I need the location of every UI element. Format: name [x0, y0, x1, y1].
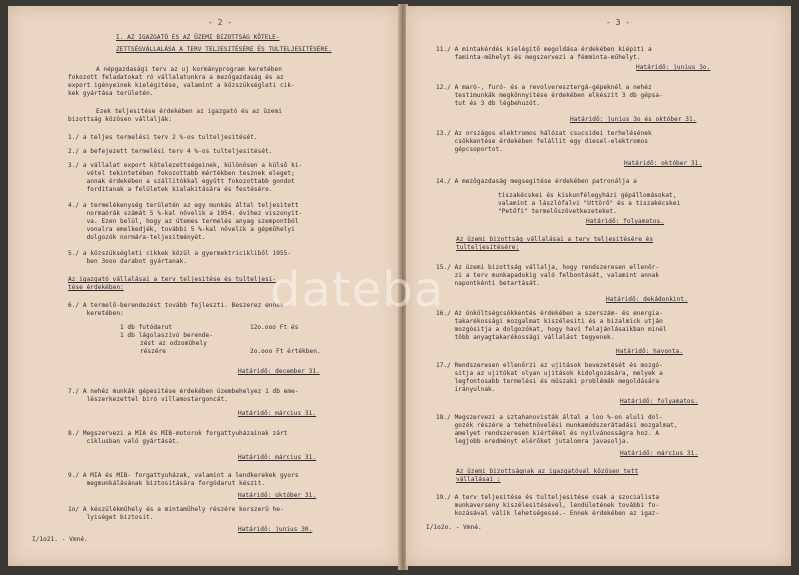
deadline: Határidő: március 31.	[238, 454, 317, 461]
item-17: 17./ Rendszeresen ellenőrzi az ujitások bevezetését és mozgó-	[436, 362, 663, 369]
sub-heading: Az üzemi bizottság vállalásai a terv teljesitésére és	[456, 236, 654, 243]
intro-line: fokozott feladatokat ró vállalatunkra a mezőgazdaság és az	[68, 74, 284, 81]
item-13: csökkentése érdekében felállit egy diesel-elektromos	[436, 138, 648, 145]
item-4: 4./ a termelékenység területén az egy munkás által teljesitett	[68, 202, 299, 209]
heading-line-2: ZETTSÉGVÁLLALÁSA A TERV TELJESITÉSÉRE ÉS TULTELJESITÉSÉRE.	[116, 46, 332, 53]
deadline: Határidő: október 31.	[238, 492, 317, 499]
page-number: - 2 -	[208, 18, 233, 27]
item-6-row: 1 db lágolaszivó berende-	[120, 332, 213, 339]
item-18: amelyet rendszeresen kiértékel és nyilvánosságra hoz. A	[436, 430, 660, 437]
intro-line: export igényeinek kielégitése, valamint a közszükségleti cik-	[68, 82, 295, 89]
deadline: Határidő: március 31.	[620, 450, 699, 457]
item-1: 1./ a teljes termelési terv 2 %-os tulteljesitését.	[68, 134, 258, 141]
deadline: Határidő: junius 3o.	[636, 64, 711, 71]
item-2: 2./ a befejezett termelési terv 4 %-os tulteljesitését.	[68, 148, 273, 155]
item-8: 8./ Megszervezi a MIA és MIB-motorok forgattyuházainak zárt	[68, 430, 288, 437]
intro2-line: bizottság közösen vállalják:	[68, 116, 173, 123]
item-6-row: 1 db futódarut	[120, 324, 173, 331]
sub-heading: tése érdekében:	[68, 284, 124, 291]
item-16: több anyagtakarékossági vállalást tegyenek.	[436, 334, 615, 341]
sub-heading: tulteljesitésére:	[456, 244, 520, 251]
footer-ref: I/1o21. - Vmné.	[32, 536, 88, 543]
item-5: ben 3ooo darabot gyártanak.	[68, 258, 187, 265]
item-14-center: valamint a lászlófalvi "Uttörő" és a tiszakécskei	[498, 200, 681, 207]
page-number: - 3 -	[606, 18, 631, 27]
item-4: va. Ezen belül, hogy az ütemes termelés anyag szempontból	[68, 218, 299, 225]
item-13: 13./ Az országos elektromos hálózat csucsidei terhelésének	[436, 130, 652, 137]
item-19: 19./ A terv teljesitése és tulteljesitése csak a szocialista	[436, 494, 660, 501]
item-6-row: zést az odzoműhely	[140, 340, 207, 347]
item-12: 12./ A maró-, furó- és a revolveresztergá-gépeknél a nehéz	[436, 84, 652, 91]
item-12: tut és 3 db légbehuzót.	[436, 100, 541, 107]
right-page	[406, 6, 791, 566]
heading-line-1: I. AZ IGAZGATÓ ÉS AZ ÜZEMI BIZOTTSÁG KÖTELE-	[116, 34, 280, 41]
deadline: Határidő: folyamatos.	[620, 398, 699, 405]
item-11: faminta-műhelyt és megszervezi a fémminta-műhelyt.	[436, 54, 641, 61]
item-14-center: "Petőfi" termelőszövetkezeteket.	[498, 208, 617, 215]
item-19: munkaverseny kiszélesitésével, lendületének további fo-	[436, 502, 660, 509]
item-18: gozók részére a tehetnövelési munkamódszerátadási mozgalmat,	[436, 422, 678, 429]
item-9: megmunkálásának biztositására forgódarut készit.	[68, 480, 266, 487]
item-14-center: tiszakécskei és kiskunfélegyházi gépállomásokat,	[498, 192, 677, 199]
item-6: 6./ A termelő-berendezést tovább fejleszti. Beszerez ennek	[68, 302, 284, 309]
deadline: Határidő: dekádonkint.	[606, 296, 688, 303]
item-15: napontkénti betartását.	[436, 280, 541, 287]
item-14: 14./ A mezőgazdaság megsegitése érdekében patronálja a	[436, 178, 637, 185]
sub-heading: Az üzemi bizottságnak az igazgatóval közösen tett	[456, 468, 639, 475]
sub-heading: vállalásai :	[456, 476, 501, 483]
item-16: 16./ Az önköltségcsökkentés érdekében a szerszám- és energia-	[436, 310, 663, 317]
item-3: 3./ a vállalat export kötelezettségeinek, különösen a külső ki-	[68, 162, 303, 169]
item-11: 11./ A mintakérdés kielégitő megoldása érdekében kiépiti a	[436, 46, 652, 53]
intro-line: A népgazdasági terv az uj kormányprogram keretében	[96, 66, 282, 73]
item-12: testimunkák megkönnyitése érdekében elkészit 3 db gépsa-	[436, 92, 663, 99]
deadline: Határidő: december 31.	[238, 368, 320, 375]
item-9: 9./ A MIA és MIB- forgattyuházak, valamint a lendkerekek gyors	[68, 472, 299, 479]
deadline: Határidő: október 31.	[624, 160, 703, 167]
deadline: Határidő: folyamatos.	[586, 218, 665, 225]
item-15: 15./ Az üzemi bizottság vállalja, hogy rendszeresen ellenőr-	[436, 264, 660, 271]
item-18: legjobb eredményt elérőket jutalomra javasolja.	[436, 438, 630, 445]
item-17: sitja az ujitókat olyan ujitások kidolgozására, melyek a	[436, 370, 663, 377]
item-7: lészerkezettel biró villamostargoncát.	[68, 396, 228, 403]
watermark: dateba	[270, 262, 445, 318]
item-17: irányulnak.	[436, 386, 496, 393]
item-6: keretében:	[68, 310, 124, 317]
item-18: 18./ Megszervezi a sztahanovisták által a loo %-on aluli dol-	[436, 414, 663, 421]
item-16: mozgósitja a dolgozókat, hogy havi felajánlásaikban minél	[436, 326, 667, 333]
item-4: normaórák számát 5 %-kal növelik a 1954. évihez viszonyit-	[68, 210, 303, 217]
item-6-row: 12o.ooo Ft és	[250, 324, 299, 331]
intro2-line: Ezek teljesitése érdekében az igazgató és az üzemi	[96, 108, 282, 115]
sub-heading: Az igazgató vállalásai a terv teljesitése és tulteljesi-	[68, 276, 277, 283]
item-3: annak érdekében a szállitókkal együtt fokozottabb gondot	[68, 178, 295, 185]
deadline: Határidő: junius 30.	[238, 526, 313, 533]
deadline: Határidő: március 31.	[238, 410, 317, 417]
item-10: 1o/ A készülékműhely és a mintaműhely részére korszerü he-	[68, 506, 284, 513]
item-6-row: részére	[140, 348, 167, 355]
item-3: forditanak a felületek kialakitására és festésére.	[68, 186, 273, 193]
deadline: Határidő: havonta.	[616, 348, 683, 355]
item-19: kozásával válik lehetségessé.- Ennek érdekében az igaz-	[436, 510, 660, 517]
deadline: Határidő: junius 3o és október 31.	[570, 116, 697, 123]
footer-ref: I/1o2o. - Vmné.	[426, 524, 482, 531]
item-5: 5./ a közszükségleti cikkek közül a gyermektricikliből 1955-	[68, 250, 292, 257]
item-3: vétel tekintetében fokozottabb mértékben tesznek eleget;	[68, 170, 295, 177]
item-17: legfontosabb termelési és müszaki problémák megoldására	[436, 378, 660, 385]
item-8: ciklusban való gyártását.	[68, 438, 180, 445]
item-4: dolgozók normára-teljesitményét.	[68, 234, 206, 241]
item-10: lyiséget biztosit.	[68, 514, 154, 521]
item-7: 7./ A nehéz munkák gépesitése érdekében üzembehelyez 1 db eme-	[68, 388, 299, 395]
item-16: takarékossági mozgalmat kiszélesiti és a bizalmick utján	[436, 318, 663, 325]
item-6-row: 2o.ooo Ft értékben.	[250, 348, 321, 355]
item-4: vonalra emelkedjék, további 5 %-kal növelik a gépműhelyi	[68, 226, 295, 233]
item-13: gépcsoportot.	[436, 146, 503, 153]
intro-line: kek gyártása területén.	[68, 90, 154, 97]
item-15: zi a terv munkapadokig való felbontását, valamint annak	[436, 272, 660, 279]
